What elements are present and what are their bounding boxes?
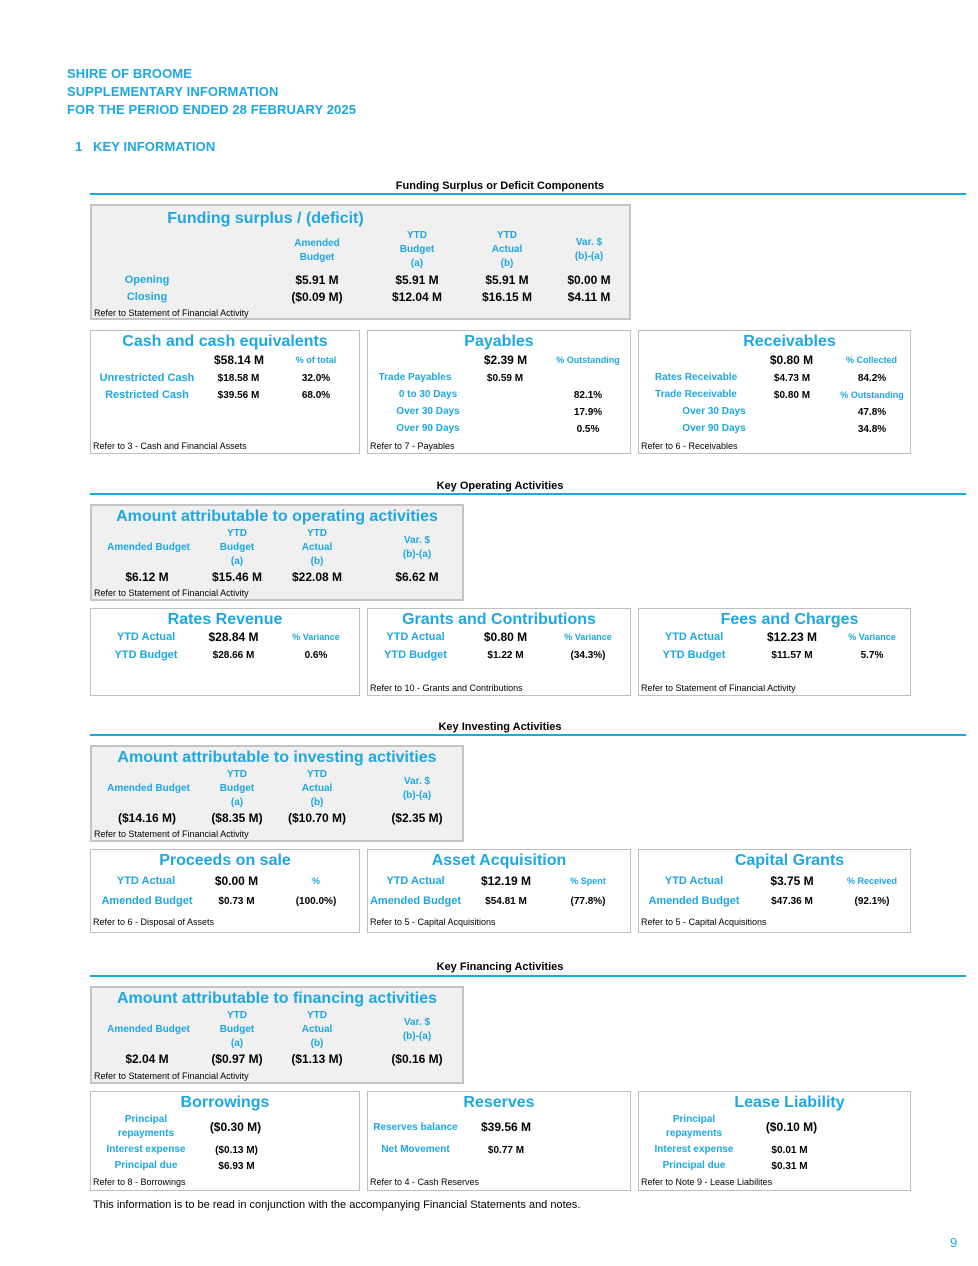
operating-section-title: Key Operating Activities: [436, 480, 564, 492]
col-ytd-actual-l2: Actual: [491, 244, 523, 255]
fin-col-ytd-budget-l2: Budget: [219, 1024, 255, 1035]
cash-ref: Refer to 3 - Cash and Financial Assets: [93, 441, 247, 451]
lease-r1-label-l2: repayments: [665, 1128, 723, 1139]
op-ytd-actual: $22.08 M: [291, 570, 343, 584]
payables-ref: Refer to 7 - Payables: [370, 441, 455, 451]
grants-r1-value: $0.80 M: [483, 630, 528, 644]
col-ytd-actual-l3: (b): [500, 258, 514, 269]
fin-col-ytd-actual-l1: YTD: [307, 1010, 327, 1021]
inv-amended: ($14.16 M): [117, 811, 177, 825]
section-title: KEY INFORMATION: [93, 139, 216, 154]
col-ytd-budget-l1: YTD: [407, 230, 427, 241]
lease-r3-value: $0.31 M: [771, 1161, 808, 1172]
fees-title: Fees and Charges: [720, 611, 859, 628]
investing-box-title: Amount attributable to investing activities: [117, 749, 437, 766]
receivables-row-pct: 47.8%: [857, 407, 887, 418]
financing-divider: [90, 975, 966, 977]
closing-var: $4.11 M: [567, 290, 611, 304]
org-name: SHIRE OF BROOME: [67, 66, 193, 81]
fin-ytd-actual: ($1.13 M): [291, 1052, 343, 1066]
receivables-row-value: $0.80 M: [773, 390, 811, 401]
op-col-ytd-budget-l1: YTD: [227, 528, 247, 539]
op-col-amended: Amended Budget: [107, 542, 190, 553]
fees-r1-label: YTD Actual: [664, 631, 724, 643]
op-col-ytd-budget-l2: Budget: [219, 542, 255, 553]
funding-box-title: Funding surplus / (deficit): [167, 210, 364, 227]
fin-col-ytd-actual-l3: (b): [310, 1038, 324, 1049]
operating-box-title: Amount attributable to operating activities: [116, 508, 438, 525]
borrowings-ref: Refer to 8 - Borrowings: [93, 1177, 186, 1187]
fees-pct: 5.7%: [860, 650, 884, 661]
fees-r1-value: $12.23 M: [766, 630, 818, 644]
lease-r1-value: ($0.10 M): [765, 1120, 818, 1134]
fin-col-var-l2: (b)-(a): [402, 1031, 432, 1042]
fees-pct-head: % Variance: [848, 632, 896, 642]
reserves-ref: Refer to 4 - Cash Reserves: [370, 1177, 480, 1187]
rates-box: [90, 608, 360, 696]
investing-section-title: Key Investing Activities: [438, 721, 562, 733]
cash-row-label: Unrestricted Cash: [99, 372, 195, 384]
opening-amended: $5.91 M: [295, 273, 339, 287]
proceeds-r2-value: $0.73 M: [218, 896, 255, 907]
op-col-ytd-actual-l3: (b): [310, 556, 324, 567]
cash-total: $58.14 M: [213, 353, 265, 367]
asset-r1-value: $12.19 M: [480, 874, 532, 888]
op-ytd-budget: $15.46 M: [211, 570, 263, 584]
cash-title: Cash and cash equivalents: [122, 333, 328, 350]
grants-pct: (34.3%): [570, 650, 606, 661]
borrowings-r3-value: $6.93 M: [218, 1161, 255, 1172]
capgrants-r2-label: Amended Budget: [648, 895, 740, 907]
grants-r1-label: YTD Actual: [386, 631, 445, 643]
asset-r1-label: YTD Actual: [386, 875, 445, 887]
fees-box: [638, 608, 911, 696]
proceeds-title: Proceeds on sale: [159, 852, 291, 869]
section-number: 1: [75, 139, 83, 154]
borrowings-box: [90, 1091, 360, 1191]
grants-title: Grants and Contributions: [402, 611, 596, 628]
op-col-var-l2: (b)-(a): [402, 549, 432, 560]
borrowings-r1-label-l1: Principal: [124, 1114, 168, 1125]
payables-row-pct: 17.9%: [573, 407, 603, 418]
fin-var: ($0.16 M): [391, 1052, 443, 1066]
inv-ytd-budget: ($8.35 M): [211, 811, 263, 825]
reserves-title: Reserves: [463, 1094, 535, 1111]
capgrants-title: Capital Grants: [734, 852, 845, 869]
inv-col-ytd-actual-l2: Actual: [301, 783, 333, 794]
fees-r2-label: YTD Budget: [662, 649, 726, 661]
cash-row-pct: 32.0%: [301, 373, 331, 384]
opening-label: Opening: [124, 274, 170, 286]
receivables-row-label: Trade Receivable: [655, 389, 737, 400]
operating-box: [90, 504, 464, 601]
financing-box: [90, 986, 464, 1084]
cash-row-value: $18.58 M: [217, 373, 260, 384]
payables-row-label: Over 30 Days: [396, 406, 460, 417]
rates-r1-value: $28.84 M: [208, 630, 259, 644]
asset-pct-head: % Spent: [570, 876, 606, 886]
col-amended-budget-l2: Budget: [299, 252, 335, 263]
capgrants-r1-value: $3.75 M: [770, 874, 814, 888]
payables-row-pct: 0.5%: [576, 424, 600, 435]
lease-ref: Refer to Note 9 - Lease Liabilites: [641, 1177, 773, 1187]
lease-r2-value: $0.01 M: [771, 1145, 808, 1156]
rates-pct: 0.6%: [304, 650, 328, 661]
funding-ref: Refer to Statement of Financial Activity: [94, 308, 249, 318]
grants-pct-head: % Variance: [564, 632, 612, 642]
fin-col-amended: Amended Budget: [107, 1024, 190, 1035]
funding-divider: [90, 193, 966, 195]
receivables-row-pct: 84.2%: [857, 373, 887, 384]
fin-col-ytd-budget-l1: YTD: [227, 1010, 247, 1021]
asset-title: Asset Acquisition: [431, 852, 567, 869]
borrowings-r2-value: ($0.13 M): [215, 1145, 258, 1156]
closing-label: Closing: [126, 291, 168, 303]
payables-pct-head: % Outstanding: [556, 355, 620, 365]
capgrants-r1-label: YTD Actual: [664, 875, 724, 887]
grants-r2-value: $1.22 M: [487, 650, 524, 661]
borrowings-r1-value: ($0.30 M): [209, 1120, 262, 1134]
capgrants-pct: (92.1%): [854, 896, 890, 907]
asset-pct: (77.8%): [570, 896, 606, 907]
capgrants-box: [638, 849, 911, 933]
inv-var: ($2.35 M): [391, 811, 443, 825]
reserves-r1-value: $39.56 M: [480, 1120, 532, 1134]
investing-box: [90, 745, 464, 842]
opening-var: $0.00 M: [567, 273, 611, 287]
borrowings-r3-label: Principal due: [114, 1160, 178, 1171]
op-amended: $6.12 M: [125, 570, 169, 584]
payables-total: $2.39 M: [483, 353, 528, 367]
receivables-row-value: $4.73 M: [773, 373, 811, 384]
fin-col-ytd-budget-l3: (a): [230, 1038, 244, 1049]
capgrants-pct-head: % Received: [846, 876, 898, 886]
financing-ref: Refer to Statement of Financial Activity: [94, 1071, 249, 1081]
asset-r2-value: $54.81 M: [485, 896, 527, 907]
cash-row-label: Restricted Cash: [105, 389, 189, 401]
receivables-row-pct: % Outstanding: [840, 390, 904, 400]
investing-ref: Refer to Statement of Financial Activity: [94, 829, 249, 839]
op-col-ytd-actual-l2: Actual: [301, 542, 333, 553]
inv-col-var-l2: (b)-(a): [402, 790, 432, 801]
lease-r1-label-l1: Principal: [672, 1114, 716, 1125]
report-title: SUPPLEMENTARY INFORMATION: [67, 84, 279, 99]
receivables-row-label: Over 30 Days: [682, 406, 746, 417]
receivables-total: $0.80 M: [769, 353, 814, 367]
operating-divider: [90, 493, 966, 495]
op-col-ytd-budget-l3: (a): [230, 556, 244, 567]
rates-r1-label: YTD Actual: [116, 631, 176, 643]
borrowings-title: Borrowings: [180, 1094, 270, 1111]
capgrants-ref: Refer to 5 - Capital Acquisitions: [641, 917, 767, 927]
fees-ref: Refer to Statement of Financial Activity: [641, 683, 796, 693]
investing-divider: [90, 734, 966, 736]
payables-row-label: 0 to 30 Days: [398, 389, 458, 400]
footer-note: This information is to be read in conjunction with the accompanying Financial Statements and notes.: [93, 1199, 581, 1211]
proceeds-r1-value: $0.00 M: [214, 874, 259, 888]
col-ytd-budget-l2: Budget: [399, 244, 435, 255]
opening-ytd-actual: $5.91 M: [485, 273, 529, 287]
rates-title: Rates Revenue: [167, 611, 283, 628]
reserves-r1-label: Reserves balance: [373, 1122, 458, 1133]
cash-row-pct: 68.0%: [301, 390, 331, 401]
borrowings-r1-label-l2: repayments: [117, 1128, 175, 1139]
cash-pct-head: % of total: [295, 355, 337, 365]
receivables-row-pct: 34.8%: [857, 424, 887, 435]
grants-r2-label: YTD Budget: [384, 649, 447, 661]
col-var-l1: Var. $: [575, 237, 603, 248]
op-var: $6.62 M: [395, 570, 439, 584]
cash-row-value: $39.56 M: [217, 390, 260, 401]
asset-box: [367, 849, 631, 933]
report-period: FOR THE PERIOD ENDED 28 FEBRUARY 2025: [67, 102, 357, 117]
inv-col-ytd-budget-l1: YTD: [227, 769, 247, 780]
closing-ytd-actual: $16.15 M: [481, 290, 533, 304]
lease-title: Lease Liability: [734, 1094, 845, 1111]
cash-box: [90, 330, 360, 454]
inv-col-ytd-actual-l3: (b): [310, 797, 324, 808]
grants-ref: Refer to 10 - Grants and Contributions: [370, 683, 523, 693]
funding-section-title: Funding Surplus or Deficit Components: [395, 180, 605, 192]
financing-section-title: Key Financing Activities: [436, 961, 564, 973]
reserves-box: [367, 1091, 631, 1191]
asset-ref: Refer to 5 - Capital Acquisitions: [370, 917, 496, 927]
fin-col-var-l1: Var. $: [403, 1017, 431, 1028]
payables-trade-value: $0.59 M: [486, 373, 524, 384]
rates-r2-value: $28.66 M: [212, 650, 255, 661]
proceeds-ref: Refer to 6 - Disposal of Assets: [93, 917, 215, 927]
reserves-r2-label: Net Movement: [381, 1144, 450, 1155]
op-col-var-l1: Var. $: [403, 535, 431, 546]
fees-r2-value: $11.57 M: [771, 650, 813, 661]
borrowings-r2-label: Interest expense: [106, 1144, 186, 1155]
proceeds-pct: (100.0%): [295, 896, 337, 907]
fin-amended: $2.04 M: [125, 1052, 169, 1066]
fin-col-ytd-actual-l2: Actual: [301, 1024, 333, 1035]
lease-r2-label: Interest expense: [654, 1144, 734, 1155]
payables-row-pct: 82.1%: [573, 390, 603, 401]
receivables-row-label: Over 90 Days: [682, 423, 746, 434]
capgrants-r2-value: $47.36 M: [771, 896, 813, 907]
op-col-ytd-actual-l1: YTD: [307, 528, 327, 539]
financing-box-title: Amount attributable to financing activities: [116, 990, 438, 1007]
inv-col-amended: Amended Budget: [107, 783, 190, 794]
grants-box: [367, 608, 631, 696]
inv-col-ytd-budget-l2: Budget: [219, 783, 255, 794]
proceeds-pct-head: %: [311, 876, 320, 886]
receivables-box: [638, 330, 911, 454]
col-ytd-budget-l3: (a): [410, 258, 424, 269]
opening-ytd-budget: $5.91 M: [395, 273, 439, 287]
lease-r3-label: Principal due: [662, 1160, 726, 1171]
inv-col-ytd-budget-l3: (a): [230, 797, 244, 808]
closing-amended: ($0.09 M): [291, 290, 343, 304]
proceeds-box: [90, 849, 360, 933]
funding-box: [90, 204, 631, 320]
asset-r2-label: Amended Budget: [369, 895, 462, 907]
payables-title: Payables: [464, 333, 534, 350]
inv-col-var-l1: Var. $: [403, 776, 431, 787]
receivables-row-label: Rates Receivable: [654, 372, 738, 383]
fin-ytd-budget: ($0.97 M): [211, 1052, 263, 1066]
page-number: 9: [950, 1235, 958, 1250]
receivables-pct-head: % Collected: [845, 355, 897, 365]
rates-r2-label: YTD Budget: [114, 649, 178, 661]
closing-ytd-budget: $12.04 M: [391, 290, 443, 304]
payables-trade-label: Trade Payables: [378, 372, 452, 383]
proceeds-r1-label: YTD Actual: [116, 875, 176, 887]
receivables-ref: Refer to 6 - Receivables: [641, 441, 738, 451]
rates-pct-head: % Variance: [292, 632, 340, 642]
proceeds-r2-label: Amended Budget: [101, 895, 193, 907]
operating-ref: Refer to Statement of Financial Activity: [94, 588, 249, 598]
inv-ytd-actual: ($10.70 M): [287, 811, 347, 825]
col-var-l2: (b)-(a): [574, 251, 604, 262]
lease-box: [638, 1091, 911, 1191]
col-amended-budget-l1: Amended: [294, 238, 340, 249]
inv-col-ytd-actual-l1: YTD: [307, 769, 327, 780]
payables-row-label: Over 90 Days: [396, 423, 460, 434]
reserves-r2-value: $0.77 M: [487, 1145, 525, 1156]
col-ytd-actual-l1: YTD: [497, 230, 517, 241]
receivables-title: Receivables: [743, 333, 836, 350]
payables-box: [367, 330, 631, 454]
